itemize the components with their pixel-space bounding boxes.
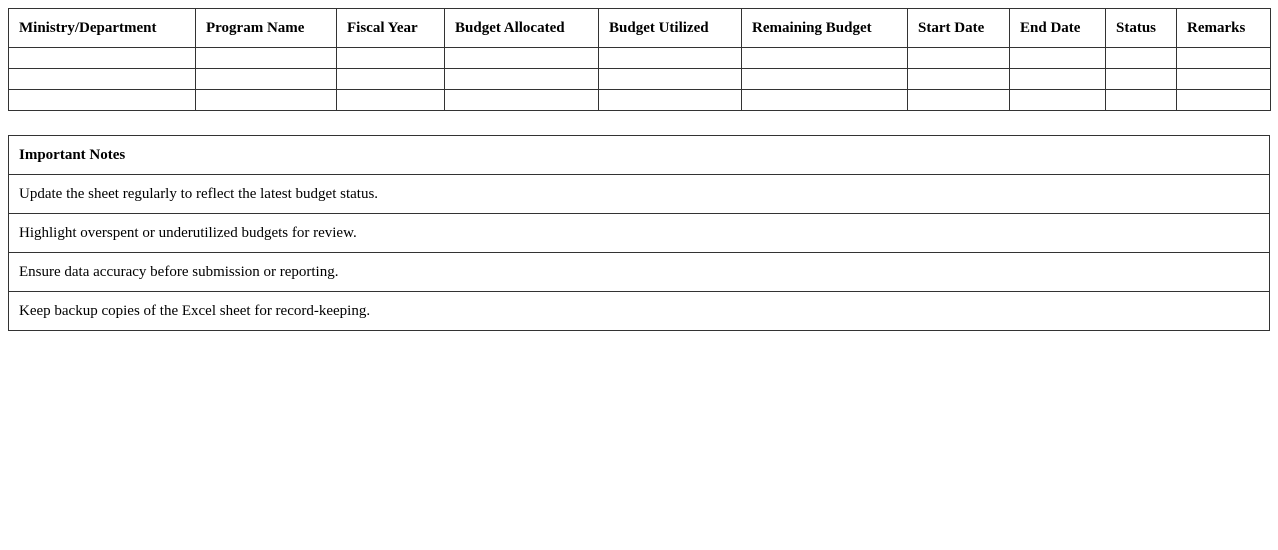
cell-budget-utilized[interactable] xyxy=(599,48,742,69)
cell-fiscal-year[interactable] xyxy=(337,90,445,111)
note-row xyxy=(9,253,1270,292)
cell-budget-allocated[interactable] xyxy=(445,90,599,111)
cell-status[interactable] xyxy=(1106,48,1177,69)
notes-header-row xyxy=(9,136,1270,175)
note-item: Update the sheet regularly to reflect the latest budget status. xyxy=(9,175,1270,214)
cell-fiscal-year[interactable] xyxy=(337,69,445,90)
column-header-budget-utilized: Budget Utilized xyxy=(599,9,742,48)
cell-remarks[interactable] xyxy=(1177,69,1271,90)
notes-title: Important Notes xyxy=(9,136,1270,175)
table-row xyxy=(9,90,1271,111)
column-header-status: Status xyxy=(1106,9,1177,48)
note-row xyxy=(9,292,1270,331)
cell-budget-utilized[interactable] xyxy=(599,69,742,90)
column-header-budget-allocated: Budget Allocated xyxy=(445,9,599,48)
table-row xyxy=(9,69,1271,90)
cell-program-name[interactable] xyxy=(196,48,337,69)
cell-ministry-department[interactable] xyxy=(9,48,196,69)
column-header-program-name: Program Name xyxy=(196,9,337,48)
column-header-remarks: Remarks xyxy=(1177,9,1271,48)
cell-program-name[interactable] xyxy=(196,69,337,90)
cell-budget-allocated[interactable] xyxy=(445,69,599,90)
column-header-start-date: Start Date xyxy=(908,9,1010,48)
cell-ministry-department[interactable] xyxy=(9,69,196,90)
column-header-fiscal-year: Fiscal Year xyxy=(337,9,445,48)
table-header-row xyxy=(9,9,1271,48)
table-row xyxy=(9,48,1271,69)
cell-remaining-budget[interactable] xyxy=(742,48,908,69)
note-row xyxy=(9,214,1270,253)
cell-start-date[interactable] xyxy=(908,48,1010,69)
cell-ministry-department[interactable] xyxy=(9,90,196,111)
important-notes-table xyxy=(8,135,1270,331)
note-item: Keep backup copies of the Excel sheet for record-keeping. xyxy=(9,292,1270,331)
cell-remarks[interactable] xyxy=(1177,90,1271,111)
cell-end-date[interactable] xyxy=(1010,69,1106,90)
cell-remaining-budget[interactable] xyxy=(742,90,908,111)
cell-budget-utilized[interactable] xyxy=(599,90,742,111)
cell-start-date[interactable] xyxy=(908,69,1010,90)
cell-end-date[interactable] xyxy=(1010,48,1106,69)
note-item: Highlight overspent or underutilized budgets for review. xyxy=(9,214,1270,253)
cell-remaining-budget[interactable] xyxy=(742,69,908,90)
cell-program-name[interactable] xyxy=(196,90,337,111)
cell-budget-allocated[interactable] xyxy=(445,48,599,69)
note-row xyxy=(9,175,1270,214)
column-header-ministry-department: Ministry/Department xyxy=(9,9,196,48)
cell-fiscal-year[interactable] xyxy=(337,48,445,69)
cell-status[interactable] xyxy=(1106,69,1177,90)
column-header-end-date: End Date xyxy=(1010,9,1106,48)
cell-end-date[interactable] xyxy=(1010,90,1106,111)
note-item: Ensure data accuracy before submission or reporting. xyxy=(9,253,1270,292)
cell-start-date[interactable] xyxy=(908,90,1010,111)
cell-status[interactable] xyxy=(1106,90,1177,111)
column-header-remaining-budget: Remaining Budget xyxy=(742,9,908,48)
budget-tracking-table xyxy=(8,8,1271,111)
cell-remarks[interactable] xyxy=(1177,48,1271,69)
